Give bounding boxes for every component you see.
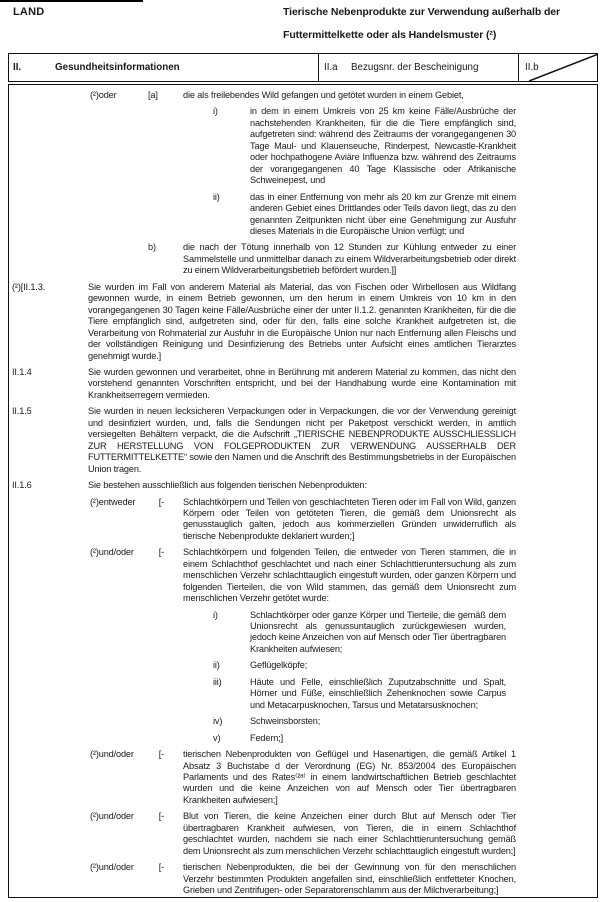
section-ii-cell bbox=[9, 54, 319, 81]
option-marker-group bbox=[90, 811, 183, 822]
subpoint-row-ii bbox=[12, 192, 516, 238]
option-bracket: [- bbox=[158, 749, 164, 760]
option-marker: (²)entweder bbox=[90, 496, 136, 507]
item-text: tierischen Nebenprodukten von Geflügel und Hasenartigen, die gemäß Artikel 1 Absatz 3 Buchstabe d der Verordnung (EG) Nr. 853/2004 des Europäischen Parlaments und des Rates⁽²ᵃ⁾ in einem landwirtschaftlichen Betrieb geschlachtet wurden und die keine Anzeichen von auf Mensch oder Tier übertragbaren Krankheiten aufwiesen;] bbox=[183, 749, 516, 805]
clause-text: Sie bestehen ausschließlich aus folgenden tierischen Nebenprodukten: bbox=[88, 480, 367, 491]
option-marker: (²)und/oder bbox=[90, 862, 134, 873]
health-information-body bbox=[8, 84, 598, 898]
clause-text: Sie wurden in neuen lecksicheren Verpackungen oder in Verpackungen, die vor der Verwendung gereinigt und desinfiziert wurden, und, falls die Sendungen nicht per Paketpost verschickt werden, in amtlich versiegelten Behältern verpackt, die die Aufschrift „TIERISCHE NEBENPRODUKTE AUSSCHLIESSLICH ZUR HERSTELLUNG VON FOLGEPRODUKTEN ZUR VERWENDUNG AUSSERHALB DER FUTTERMITTELKETTE“ sowie den Namen und die Anschrift des Bestimmungsbetriebs in der Europäischen Union tragen. bbox=[88, 406, 516, 474]
item-text: Geflügelköpfe; bbox=[250, 660, 308, 671]
clause-row-ii-1-3 bbox=[12, 282, 516, 362]
byproduct-subpoint-v bbox=[12, 733, 516, 744]
option-row-und-oder-2 bbox=[12, 749, 516, 806]
subpoint-row-i bbox=[12, 106, 516, 186]
clause-number: (²)[II.1.3. bbox=[12, 281, 46, 292]
country-label: LAND bbox=[13, 6, 45, 18]
option-marker-group bbox=[90, 547, 183, 558]
option-marker: (²)und/oder bbox=[90, 749, 134, 760]
option-row-und-oder-3 bbox=[12, 811, 516, 857]
subpoint-row-b bbox=[12, 242, 516, 276]
roman-numeral: iii) bbox=[213, 676, 222, 687]
roman-numeral: i) bbox=[213, 609, 218, 620]
option-row-und-oder-1 bbox=[12, 547, 516, 604]
item-text: Häute und Felle, einschließlich Zuputzabschnitte und Spalt, Hörner und Füße, einschließlich Zehenknochen sowie Carpus und Metacarpusknochen, Tarsus und Metatarsusknochen; bbox=[250, 676, 506, 710]
clause-row-ii-1-5 bbox=[12, 406, 516, 475]
option-bracket: [- bbox=[158, 547, 164, 558]
section-ii-title: Gesundheitsinformationen bbox=[55, 62, 180, 73]
clause-number: II.1.6 bbox=[12, 480, 32, 491]
option-bracket: [- bbox=[158, 862, 164, 873]
section-iia-number: II.a bbox=[324, 62, 338, 73]
clause-text: Sie wurden gewonnen und verarbeitet, ohne in Berührung mit anderem Material zu kommen, das nicht den vorstehend genannten Vorschriften entspricht, und bei der Handhabung wurde eine Kontamination mit Krankheitserregern vermieden. bbox=[88, 366, 516, 400]
byproduct-subpoint-ii bbox=[12, 660, 516, 671]
item-text: Schweinsborsten; bbox=[250, 716, 321, 727]
item-text: in dem in einem Umkreis von 25 km keine Fälle/Ausbrüche der nachstehenden Krankheiten, für die die Tiere empfänglich sind, aufgetreten sind: während des Zeitraums der vorangegangenen 30 Tage Maul- und Klauenseuche, Rinderpest, Newcastle-Krankheit oder hochpathogene Aviäre Influenza bzw. während des Zeitraums der vorangegangenen 40 Tage Klassische oder Afrikanische Schweinepest, und bbox=[250, 106, 516, 186]
item-text: die als freilebendes Wild gefangen und getötet wurden in einem Gebiet, bbox=[183, 90, 464, 100]
roman-numeral: iv) bbox=[213, 716, 223, 727]
byproduct-subpoint-i bbox=[12, 610, 516, 656]
item-text: Federn;] bbox=[250, 732, 284, 743]
option-row-entweder bbox=[12, 497, 516, 543]
item-text: Schlachtkörper oder ganze Körper und Tierteile, die gemäß dem Unionsrecht als genussuntauglich zurückgewiesen wurden, jedoch keine Anzeichen von auf Mensch oder Tier übertragbaren Krankheiten aufwiesen; bbox=[250, 609, 506, 654]
clause-row-ii-1-6 bbox=[12, 480, 516, 491]
byproduct-subpoint-iii bbox=[12, 677, 516, 711]
clause-text: Sie wurden im Fall von anderem Material als Material, das von Fischen oder Wirbellosen aus Wildfang gewonnen wurde, in einem Betrieb gewonnen, um den herum in einem Umkreis von 10 km in den vorangegangenen 30 Tagen keine Fälle/Ausbrüche einer der unter II.1.2. genannten Krankheiten, für die die Tiere empfänglich sind, aufgetreten sind, oder für den, falls eine solche Krankheit aufgetreten ist, die Verarbeitung von Rohmaterial zur Ausfuhr in die Europäische Union nur nach Entfernung allen Fleischs und der vollständigen Reinigung und Desinfizierung des Betriebs unter Aufsicht eines amtlichen Tierarztes genehmigt wurde.] bbox=[88, 281, 516, 361]
roman-numeral: ii) bbox=[213, 660, 220, 671]
option-marker: (²)oder bbox=[90, 90, 117, 100]
item-text: Schlachtkörpern und Teilen von geschlachteten Tieren oder im Fall von Wild, ganzen Körpern oder Teilen von getöteten Tieren, die gemäß dem Unionsrecht als genusstauglich galten, jedoch aus kommerziellen Gründen unwiderruflich als tierische Nebenprodukte deklariert wurden;] bbox=[183, 496, 516, 541]
option-marker: (²)und/oder bbox=[90, 547, 134, 558]
document-title-line-1: Tierische Nebenprodukte zur Verwendung außerhalb der bbox=[283, 6, 561, 18]
section-iib-cell bbox=[519, 54, 597, 81]
clause-row-ii-1-4 bbox=[12, 367, 516, 401]
section-iia-cell bbox=[319, 54, 519, 81]
option-row-und-oder-4 bbox=[12, 862, 516, 896]
option-marker: (²)und/oder bbox=[90, 811, 134, 822]
section-ii-number: II. bbox=[13, 62, 22, 73]
option-marker-group bbox=[90, 749, 183, 760]
clause-number: II.1.4 bbox=[12, 366, 32, 377]
option-row-oder-a bbox=[12, 90, 516, 101]
clause-number: II.1.5 bbox=[12, 406, 32, 417]
section-header-table bbox=[8, 53, 598, 82]
item-text: tierischen Nebenprodukten, die bei der Gewinnung von für den menschlichen Verzehr bestimmten Produkten angefallen sind, einschließlich entfetteter Knochen, Grieben und Zentrifugen- oder Separatorenschlamm aus der Milchverarbeitung;] bbox=[183, 862, 516, 896]
letter-marker: [a] bbox=[148, 90, 158, 100]
option-marker-group bbox=[90, 862, 183, 873]
item-text: die nach der Tötung innerhalb von 12 Stunden zur Kühlung entweder zu einer Sammelstelle und unmittelbar danach zu einem Wildverarbeitungsbetrieb oder direkt zu einem Wildverarbeitungsbetrieb befördert wurden.]] bbox=[183, 242, 516, 276]
diagonal-strikethrough-icon bbox=[519, 54, 597, 81]
section-iia-label: Bezugsnr. der Bescheinigung bbox=[351, 62, 479, 73]
roman-numeral: v) bbox=[213, 732, 221, 743]
option-bracket: [- bbox=[158, 496, 164, 507]
item-text: Blut von Tieren, die keine Anzeichen einer durch Blut auf Mensch oder Tier übertragbaren Krankheit aufwiesen, von Tieren, die in einem Schlachthof geschlachtet wurden, nachdem sie nach einer Schlachttieruntersuchung gemäß dem Unionsrecht als zum menschlichen Verzehr schlachttauglich eingestuft wurden;] bbox=[183, 811, 516, 856]
roman-numeral: ii) bbox=[213, 191, 220, 202]
section-iib-label: II.b bbox=[525, 62, 539, 73]
page-edge-artifact bbox=[0, 0, 143, 2]
item-text: das in einer Entfernung von mehr als 20 km zur Grenze mit einem anderen Gebiet eines Drittlandes oder Teils davon liegt, das zu den genannten Zeitpunkten nicht über eine Genehmigung zur Ausfuhr dieses Materials in die Europäische Union verfügt; und bbox=[250, 191, 516, 236]
document-title-line-2: Futtermittelkette oder als Handelsmuster (²) bbox=[283, 29, 497, 41]
roman-numeral: i) bbox=[213, 106, 218, 117]
item-text: Schlachtkörpern und folgenden Teilen, die entweder von Tieren stammen, die in einem Schlachthof geschlachtet und nach einer Schlachttieruntersuchung als zum menschlichen Verzehr schlachttauglich eingestuft wurden, oder ganzen Körpern und folgenden Tierteilen, die von Wild stammen, das gemäß dem Unionsrecht zum menschlichen Verzehr getötet wurde: bbox=[183, 547, 516, 604]
option-bracket: [- bbox=[158, 811, 164, 822]
byproduct-subpoint-iv bbox=[12, 716, 516, 727]
option-marker-group bbox=[90, 497, 183, 508]
letter-marker: b) bbox=[148, 242, 156, 253]
